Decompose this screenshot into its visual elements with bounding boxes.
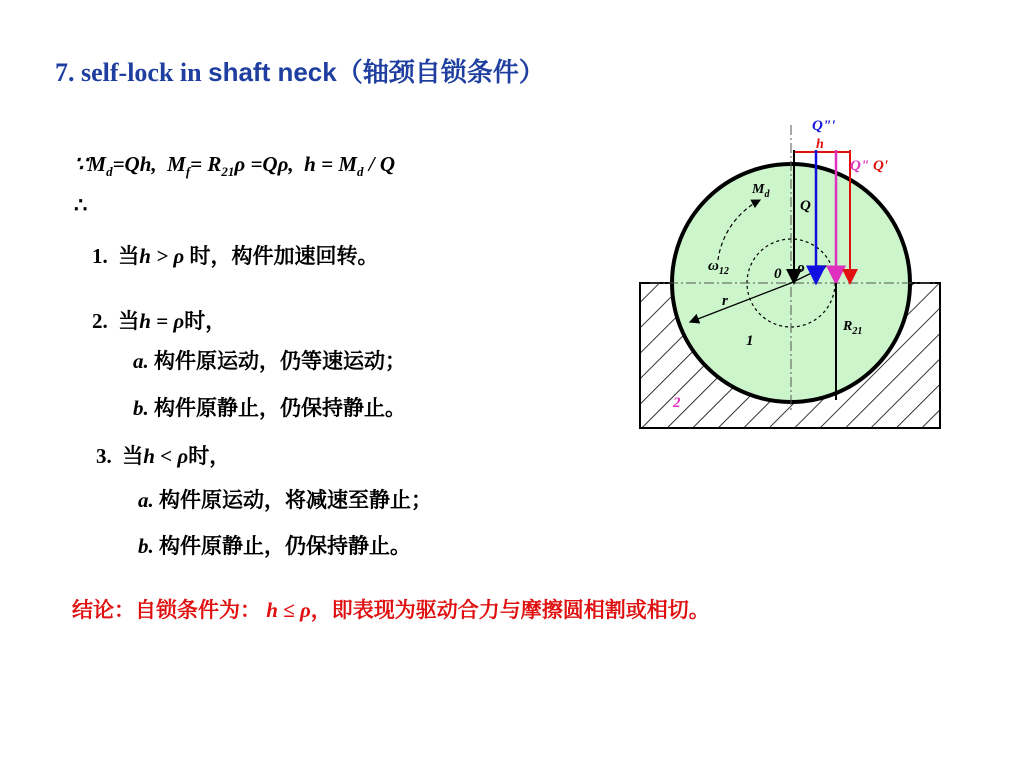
label-Md: $M_d$ [752, 182, 770, 200]
conclusion: 结论：自锁条件为： h ≤ ρ，即表现为驱动合力与摩擦圆相割或相切。 [72, 598, 710, 622]
case-2a: a. 构件原运动，仍等速运动； [133, 349, 406, 373]
therefore-symbol: ∴ [74, 193, 88, 217]
label-rho: ρ [797, 260, 805, 276]
label-R21: $R_{21}$ [843, 319, 863, 337]
title-chinese: （轴颈自锁条件） [336, 58, 545, 87]
slide-title [55, 52, 545, 89]
label-r: r [722, 293, 728, 309]
label-omega: $\omega_{12}$ [708, 258, 729, 277]
title-english-1: self-lock in [81, 58, 202, 87]
label-one: 1 [746, 333, 754, 349]
label-Q: Q [800, 198, 811, 214]
case-3a: a. 构件原运动，将减速至静止； [138, 488, 432, 512]
case-2b: b. 构件原静止，仍保持静止。 [133, 396, 406, 420]
label-Q3: Q"' [812, 118, 836, 134]
because-symbol: ∵ [74, 152, 88, 176]
title-english-2: shaft neck [208, 57, 337, 87]
label-zero: 0 [774, 266, 782, 282]
label-two: 2 [673, 395, 681, 411]
case-2: 2. 当h = ρ时， [92, 309, 227, 333]
h-formula: h = M [304, 152, 357, 176]
case-1: 1. 当h > ρ 时，构件加速回转。 [92, 244, 379, 268]
label-h: h [816, 137, 824, 152]
case-3b: b. 构件原静止，仍保持静止。 [138, 534, 411, 558]
label-Q2: Q" [850, 158, 870, 174]
formula-line: $\because M_d=Qh$, $M_f= R_{21}\rho =Q\rho$, $h = M_d / Q$ [74, 152, 395, 180]
title-number: 7. [55, 58, 75, 87]
case-3: 3. 当h < ρ时， [96, 444, 231, 468]
shaft-neck-diagram [630, 110, 950, 440]
label-Q1: Q' [873, 158, 888, 174]
